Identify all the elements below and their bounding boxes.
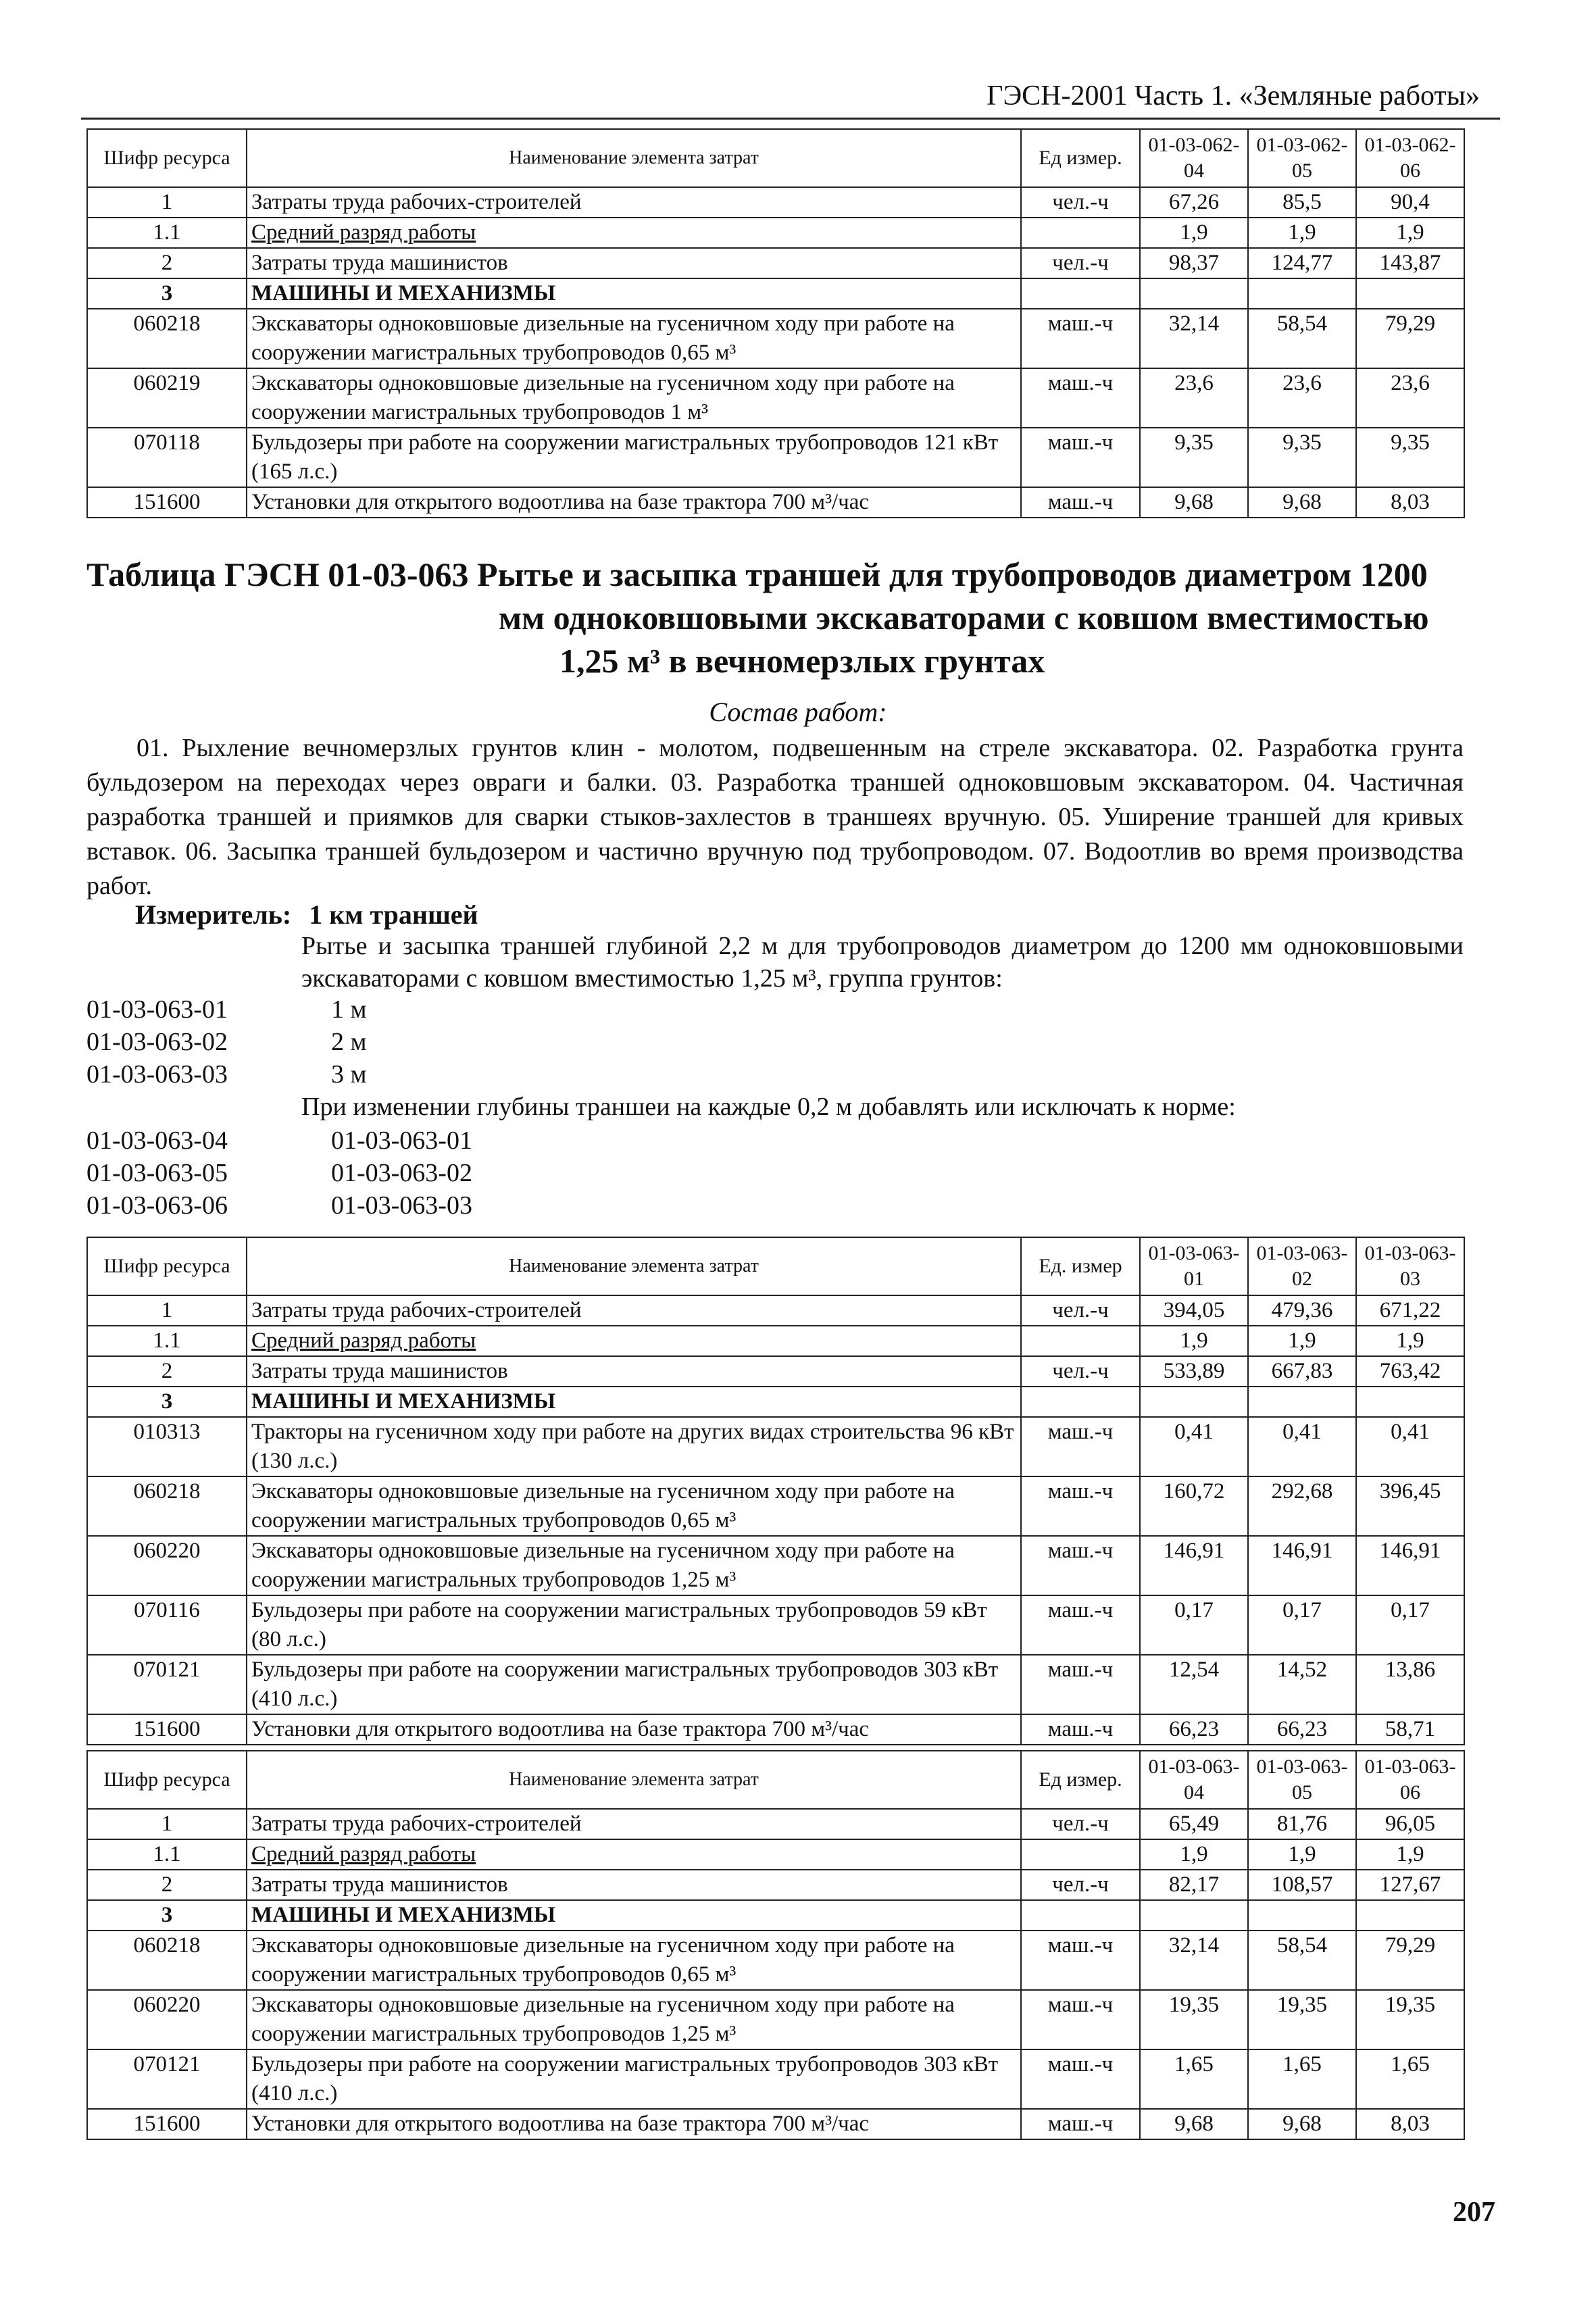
- table-header-row: [87, 1751, 1464, 1809]
- row-value-1: 394,05: [1140, 1295, 1248, 1326]
- row-code: 060218: [87, 1476, 247, 1536]
- row-value-1: 9,35: [1140, 428, 1248, 487]
- row-value-2: 1,9: [1248, 1326, 1356, 1356]
- row-value-3: 79,29: [1356, 1931, 1464, 1990]
- composition-text: 01. Рыхление вечномерзлых грунтов клин - молотом, подвешенным на стреле экскаватора. 02. Разработка грунта бульдозером на переходах через овраги и балки. 03. Разработка траншей одноковшовым экскаватором. 04. Частичная разработка траншей и приямков для сварки стыков-захлестов в траншеях вручную. 05. Уширение траншей для кривых вставок. 06. Засыпка траншей бульдозером и частично вручную под трубопроводом. 07. Водоотлив во время производства работ.: [86, 734, 1464, 900]
- row-unit: маш.-ч: [1021, 1476, 1140, 1536]
- table-row: [87, 1900, 1464, 1931]
- row-value-3: 13,86: [1356, 1655, 1464, 1714]
- resource-table-063-b: [86, 1750, 1465, 2140]
- row-value-2: 108,57: [1248, 1870, 1356, 1900]
- row-value-3: 9,35: [1356, 428, 1464, 487]
- row-name: Бульдозеры при работе на сооружении магистральных трубопроводов 59 кВт (80 л.с.): [247, 1595, 1021, 1655]
- row-value-3: [1356, 278, 1464, 309]
- norm-row: [86, 993, 367, 1026]
- row-name: Бульдозеры при работе на сооружении магистральных трубопроводов 303 кВт (410 л.с.): [247, 1655, 1021, 1714]
- row-value-3: 763,42: [1356, 1356, 1464, 1387]
- table-row: [87, 2109, 1464, 2139]
- row-value-3: [1356, 1387, 1464, 1417]
- row-unit: маш.-ч: [1021, 1536, 1140, 1595]
- row-name: МАШИНЫ И МЕХАНИЗМЫ: [247, 278, 1021, 309]
- row-unit: маш.-ч: [1021, 1655, 1140, 1714]
- row-value-3: [1356, 1900, 1464, 1931]
- row-value-3: 1,9: [1356, 1326, 1464, 1356]
- meter-line: [135, 899, 478, 930]
- row-name: Экскаваторы одноковшовые дизельные на гусеничном ходу при работе на сооружении магистральных трубопроводов 0,65 м³: [247, 309, 1021, 368]
- row-value-2: 85,5: [1248, 187, 1356, 218]
- row-value-3: 671,22: [1356, 1295, 1464, 1326]
- table-body: [87, 1809, 1464, 2139]
- row-value-1: 1,9: [1140, 218, 1248, 248]
- row-value-1: 19,35: [1140, 1990, 1248, 2049]
- row-code: 2: [87, 1870, 247, 1900]
- row-unit: маш.-ч: [1021, 428, 1140, 487]
- row-unit: [1021, 1900, 1140, 1931]
- resource-table-063-a: [86, 1237, 1465, 1745]
- norm-code: 01-03-063-02: [86, 1028, 228, 1056]
- row-code: 1.1: [87, 1839, 247, 1870]
- row-name: Затраты труда машинистов: [247, 248, 1021, 278]
- table-row: [87, 1809, 1464, 1839]
- row-value-1: 66,23: [1140, 1714, 1248, 1745]
- table-row: [87, 487, 1464, 518]
- row-value-1: 32,14: [1140, 1931, 1248, 1990]
- row-code: 060220: [87, 1536, 247, 1595]
- row-unit: чел.-ч: [1021, 248, 1140, 278]
- header-name: Наименование элемента затрат: [247, 1237, 1021, 1295]
- row-unit: [1021, 1326, 1140, 1356]
- row-unit: [1021, 1839, 1140, 1870]
- row-code: 060220: [87, 1990, 247, 2049]
- table-header-row: [87, 1237, 1464, 1295]
- row-value-2: 9,68: [1248, 487, 1356, 518]
- row-value-2: 292,68: [1248, 1476, 1356, 1536]
- row-value-3: 146,91: [1356, 1536, 1464, 1595]
- row-code: 151600: [87, 2109, 247, 2139]
- row-value-2: 14,52: [1248, 1655, 1356, 1714]
- norm-value: 1 м: [331, 995, 367, 1024]
- change-norm-code: 01-03-063-04: [86, 1126, 228, 1155]
- norm-row: [86, 1026, 367, 1058]
- row-value-3: 79,29: [1356, 309, 1464, 368]
- meter-label: Измеритель:: [135, 899, 292, 930]
- row-value-2: 1,9: [1248, 1839, 1356, 1870]
- row-name: Экскаваторы одноковшовые дизельные на гусеничном ходу при работе на сооружении магистральных трубопроводов 0,65 м³: [247, 1931, 1021, 1990]
- table-row: [87, 1417, 1464, 1476]
- change-norm-value: 01-03-063-02: [331, 1159, 472, 1187]
- page-header: [81, 76, 1500, 120]
- row-value-3: 143,87: [1356, 248, 1464, 278]
- row-value-2: 58,54: [1248, 309, 1356, 368]
- row-name: Затраты труда рабочих-строителей: [247, 1809, 1021, 1839]
- row-value-1: 98,37: [1140, 248, 1248, 278]
- title-line-2: мм одноковшовыми экскаваторами с ковшом вместимостью: [499, 599, 1429, 637]
- row-unit: маш.-ч: [1021, 2049, 1140, 2109]
- change-norm-value: 01-03-063-01: [331, 1126, 472, 1155]
- change-norm-code: 01-03-063-06: [86, 1191, 228, 1220]
- row-value-1: 65,49: [1140, 1809, 1248, 1839]
- table-row: [87, 1476, 1464, 1536]
- header-col-1: 01-03-063-01: [1140, 1237, 1248, 1295]
- row-value-1: 1,65: [1140, 2049, 1248, 2109]
- row-code: 070121: [87, 2049, 247, 2109]
- row-value-1: [1140, 278, 1248, 309]
- row-unit: маш.-ч: [1021, 1714, 1140, 1745]
- row-name: Экскаваторы одноковшовые дизельные на гусеничном ходу при работе на сооружении магистральных трубопроводов 0,65 м³: [247, 1476, 1021, 1536]
- row-value-2: 9,35: [1248, 428, 1356, 487]
- row-name: Установки для открытого водоотлива на базе трактора 700 м³/час: [247, 1714, 1021, 1745]
- table-body: [87, 1295, 1464, 1745]
- row-value-1: 0,17: [1140, 1595, 1248, 1655]
- change-norm-row: [86, 1157, 472, 1189]
- change-norm-value: 01-03-063-03: [331, 1191, 472, 1220]
- row-value-2: 66,23: [1248, 1714, 1356, 1745]
- row-unit: маш.-ч: [1021, 1595, 1140, 1655]
- header-col-1: 01-03-063-04: [1140, 1751, 1248, 1809]
- header-col-3: 01-03-062-06: [1356, 129, 1464, 187]
- row-name: Средний разряд работы: [247, 1839, 1021, 1870]
- row-value-3: 0,41: [1356, 1417, 1464, 1476]
- row-code: 1: [87, 1295, 247, 1326]
- row-name: Затраты труда машинистов: [247, 1870, 1021, 1900]
- table-row: [87, 1595, 1464, 1655]
- row-value-2: 479,36: [1248, 1295, 1356, 1326]
- row-unit: маш.-ч: [1021, 1931, 1140, 1990]
- table-row: [87, 1356, 1464, 1387]
- row-value-1: 23,6: [1140, 368, 1248, 428]
- table-row: [87, 1990, 1464, 2049]
- meter-value: 1 км траншей: [309, 899, 478, 930]
- table-row: [87, 187, 1464, 218]
- row-name: МАШИНЫ И МЕХАНИЗМЫ: [247, 1900, 1021, 1931]
- row-value-3: 127,67: [1356, 1870, 1464, 1900]
- row-value-1: 1,9: [1140, 1839, 1248, 1870]
- resource-table-062: [86, 128, 1465, 518]
- row-value-1: 9,68: [1140, 487, 1248, 518]
- title-line-1: Таблица ГЭСН 01-03-063 Рытье и засыпка траншей для трубопроводов диаметром 1200: [86, 555, 1428, 593]
- row-value-3: 396,45: [1356, 1476, 1464, 1536]
- row-code: 010313: [87, 1417, 247, 1476]
- row-value-3: 19,35: [1356, 1990, 1464, 2049]
- row-code: 3: [87, 1387, 247, 1417]
- row-value-2: 19,35: [1248, 1990, 1356, 2049]
- row-value-1: 533,89: [1140, 1356, 1248, 1387]
- row-value-2: 667,83: [1248, 1356, 1356, 1387]
- row-unit: маш.-ч: [1021, 487, 1140, 518]
- row-code: 3: [87, 278, 247, 309]
- row-code: 070118: [87, 428, 247, 487]
- row-name: Затраты труда рабочих-строителей: [247, 1295, 1021, 1326]
- change-norm-code: 01-03-063-05: [86, 1159, 228, 1187]
- row-value-1: [1140, 1900, 1248, 1931]
- change-description: При изменении глубины траншеи на каждые 0,2 м добавлять или исключать к норме:: [301, 1093, 1236, 1121]
- row-unit: [1021, 1387, 1140, 1417]
- title-line-3: 1,25 м³ в вечномерзлых грунтах: [559, 642, 1045, 680]
- table-row: [87, 1839, 1464, 1870]
- row-unit: чел.-ч: [1021, 1295, 1140, 1326]
- row-value-3: 1,9: [1356, 218, 1464, 248]
- table-row: [87, 2049, 1464, 2109]
- row-name: Средний разряд работы: [247, 218, 1021, 248]
- row-value-1: 146,91: [1140, 1536, 1248, 1595]
- row-name: Затраты труда рабочих-строителей: [247, 187, 1021, 218]
- table-header-row: [87, 129, 1464, 187]
- row-unit: чел.-ч: [1021, 1809, 1140, 1839]
- row-value-2: 0,17: [1248, 1595, 1356, 1655]
- header-col-2: 01-03-062-05: [1248, 129, 1356, 187]
- change-norm-row: [86, 1189, 472, 1222]
- row-code: 1: [87, 1809, 247, 1839]
- norm-code: 01-03-063-01: [86, 995, 228, 1024]
- row-value-2: [1248, 278, 1356, 309]
- row-value-1: 67,26: [1140, 187, 1248, 218]
- header-col-3: 01-03-063-03: [1356, 1237, 1464, 1295]
- header-unit: Ед измер.: [1021, 1751, 1140, 1809]
- row-value-2: 9,68: [1248, 2109, 1356, 2139]
- row-code: 070116: [87, 1595, 247, 1655]
- header-name: Наименование элемента затрат: [247, 1751, 1021, 1809]
- row-name: Бульдозеры при работе на сооружении магистральных трубопроводов 121 кВт (165 л.с.): [247, 428, 1021, 487]
- row-value-2: [1248, 1900, 1356, 1931]
- row-code: 2: [87, 248, 247, 278]
- table-row: [87, 1931, 1464, 1990]
- header-unit: Ед измер.: [1021, 129, 1140, 187]
- row-unit: [1021, 218, 1140, 248]
- norm-description: Рытье и засыпка траншей глубиной 2,2 м для трубопроводов диаметром до 1200 мм одноковшовыми экскаваторами с ковшом вместимостью 1,25 м³, группа грунтов:: [301, 932, 1464, 993]
- table-row: [87, 428, 1464, 487]
- row-value-3: 90,4: [1356, 187, 1464, 218]
- row-value-3: 8,03: [1356, 2109, 1464, 2139]
- row-unit: маш.-ч: [1021, 1990, 1140, 2049]
- row-code: 151600: [87, 487, 247, 518]
- row-unit: маш.-ч: [1021, 368, 1140, 428]
- row-code: 1: [87, 187, 247, 218]
- composition-heading: Состав работ:: [709, 697, 887, 727]
- row-unit: маш.-ч: [1021, 1417, 1140, 1476]
- row-value-2: 81,76: [1248, 1809, 1356, 1839]
- row-unit: маш.-ч: [1021, 309, 1140, 368]
- row-name: Установки для открытого водоотлива на базе трактора 700 м³/час: [247, 2109, 1021, 2139]
- row-value-3: 8,03: [1356, 487, 1464, 518]
- norm-value: 2 м: [331, 1028, 367, 1056]
- row-value-3: 58,71: [1356, 1714, 1464, 1745]
- row-name: Затраты труда машинистов: [247, 1356, 1021, 1387]
- row-name: Бульдозеры при работе на сооружении магистральных трубопроводов 303 кВт (410 л.с.): [247, 2049, 1021, 2109]
- row-unit: чел.-ч: [1021, 1870, 1140, 1900]
- table-row: [87, 1655, 1464, 1714]
- page-header-text: ГЭСН-2001 Часть 1. «Земляные работы»: [987, 80, 1480, 111]
- table-row: [87, 1387, 1464, 1417]
- row-value-2: 1,9: [1248, 218, 1356, 248]
- row-value-3: 23,6: [1356, 368, 1464, 428]
- header-col-2: 01-03-063-05: [1248, 1751, 1356, 1809]
- row-value-2: 1,65: [1248, 2049, 1356, 2109]
- header-code: Шифр ресурса: [87, 1237, 247, 1295]
- row-value-1: 0,41: [1140, 1417, 1248, 1476]
- table-title: [86, 553, 1465, 682]
- row-value-1: 82,17: [1140, 1870, 1248, 1900]
- row-value-2: 124,77: [1248, 248, 1356, 278]
- page-number: 207: [1453, 2197, 1495, 2228]
- row-value-1: 12,54: [1140, 1655, 1248, 1714]
- table-row: [87, 278, 1464, 309]
- row-code: 151600: [87, 1714, 247, 1745]
- row-value-3: 1,65: [1356, 2049, 1464, 2109]
- row-unit: маш.-ч: [1021, 2109, 1140, 2139]
- row-unit: чел.-ч: [1021, 187, 1140, 218]
- row-value-2: 146,91: [1248, 1536, 1356, 1595]
- row-value-1: 32,14: [1140, 309, 1248, 368]
- row-value-3: 1,9: [1356, 1839, 1464, 1870]
- table-row: [87, 1714, 1464, 1745]
- table-row: [87, 1536, 1464, 1595]
- row-code: 060219: [87, 368, 247, 428]
- row-code: 060218: [87, 309, 247, 368]
- row-code: 2: [87, 1356, 247, 1387]
- row-name: Установки для открытого водоотлива на базе трактора 700 м³/час: [247, 487, 1021, 518]
- row-name: МАШИНЫ И МЕХАНИЗМЫ: [247, 1387, 1021, 1417]
- row-unit: чел.-ч: [1021, 1356, 1140, 1387]
- row-code: 070121: [87, 1655, 247, 1714]
- row-value-3: 96,05: [1356, 1809, 1464, 1839]
- row-unit: [1021, 278, 1140, 309]
- norm-value: 3 м: [331, 1060, 367, 1089]
- header-name: Наименование элемента затрат: [247, 129, 1021, 187]
- header-code: Шифр ресурса: [87, 129, 247, 187]
- row-name: Экскаваторы одноковшовые дизельные на гусеничном ходу при работе на сооружении магистральных трубопроводов 1 м³: [247, 368, 1021, 428]
- change-norm-row: [86, 1124, 472, 1157]
- norm-row: [86, 1058, 367, 1091]
- row-name: Экскаваторы одноковшовые дизельные на гусеничном ходу при работе на сооружении магистральных трубопроводов 1,25 м³: [247, 1536, 1021, 1595]
- row-value-3: 0,17: [1356, 1595, 1464, 1655]
- table-row: [87, 1870, 1464, 1900]
- row-value-2: 58,54: [1248, 1931, 1356, 1990]
- row-value-1: 1,9: [1140, 1326, 1248, 1356]
- table-body: [87, 187, 1464, 518]
- row-value-2: [1248, 1387, 1356, 1417]
- row-value-1: 160,72: [1140, 1476, 1248, 1536]
- norm-code: 01-03-063-03: [86, 1060, 228, 1089]
- header-col-3: 01-03-063-06: [1356, 1751, 1464, 1809]
- row-code: 3: [87, 1900, 247, 1931]
- row-name: Экскаваторы одноковшовые дизельные на гусеничном ходу при работе на сооружении магистральных трубопроводов 1,25 м³: [247, 1990, 1021, 2049]
- row-value-2: 23,6: [1248, 368, 1356, 428]
- table-row: [87, 248, 1464, 278]
- table-row: [87, 368, 1464, 428]
- table-row: [87, 1295, 1464, 1326]
- row-value-1: [1140, 1387, 1248, 1417]
- row-code: 1.1: [87, 1326, 247, 1356]
- table-row: [87, 309, 1464, 368]
- table-row: [87, 1326, 1464, 1356]
- header-col-2: 01-03-063-02: [1248, 1237, 1356, 1295]
- table-row: [87, 218, 1464, 248]
- row-code: 060218: [87, 1931, 247, 1990]
- row-code: 1.1: [87, 218, 247, 248]
- header-code: Шифр ресурса: [87, 1751, 247, 1809]
- row-value-1: 9,68: [1140, 2109, 1248, 2139]
- header-unit: Ед. измер: [1021, 1237, 1140, 1295]
- row-name: Средний разряд работы: [247, 1326, 1021, 1356]
- row-name: Тракторы на гусеничном ходу при работе на других видах строительства 96 кВт (130 л.с.): [247, 1417, 1021, 1476]
- header-col-1: 01-03-062-04: [1140, 129, 1248, 187]
- row-value-2: 0,41: [1248, 1417, 1356, 1476]
